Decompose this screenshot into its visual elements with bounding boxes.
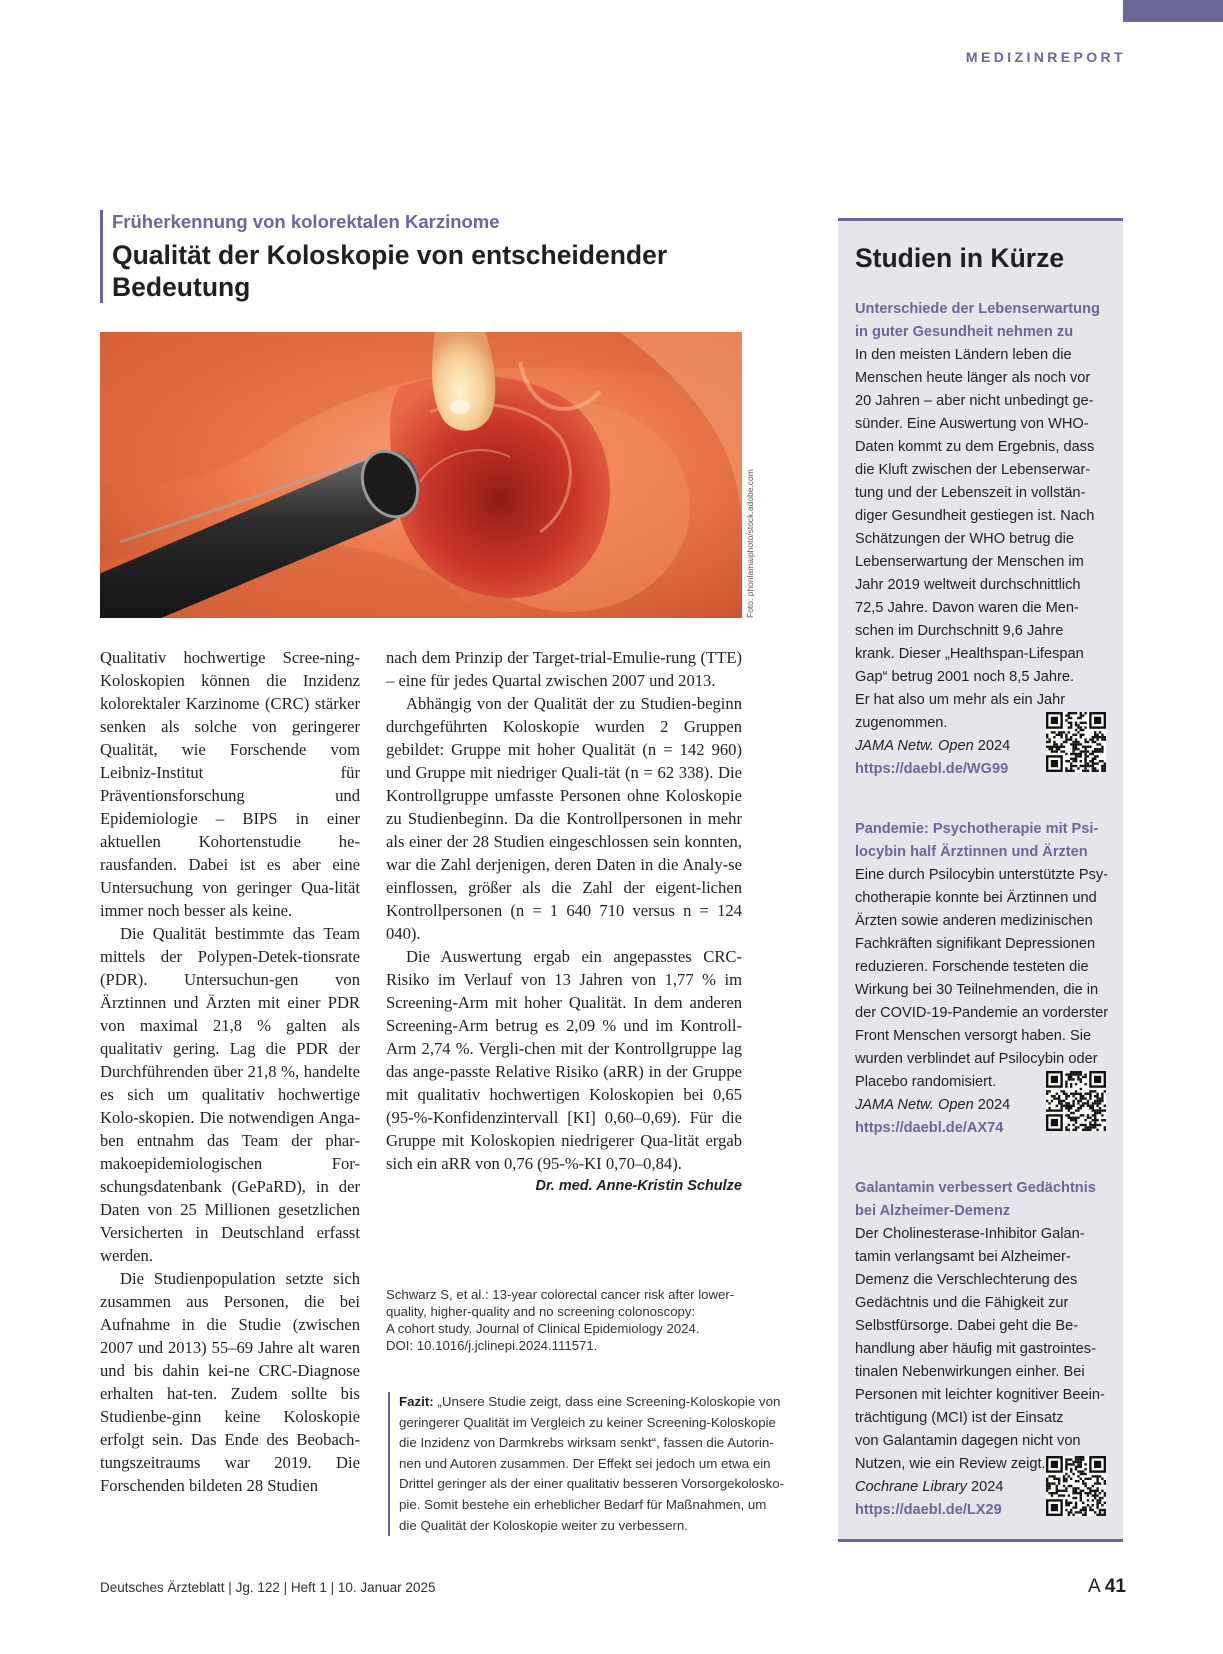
study-text-line: schen im Durchschnitt 9,6 Jahre [855,623,1064,639]
study-text-line: der COVID-19-Pandemie an vorderster [855,1005,1109,1021]
study-headline: Unterschiede der Lebenserwartung [855,301,1100,317]
article-paragraph: nach dem Prinzip der Target-trial-Emulie-rung (TTE) – eine für jedes Quartal zwischen 2007 und 2013. [386,648,742,690]
study-text-line: handlung aber häufig mit gastrointes- [855,1341,1096,1357]
article-paragraph: Abhängig von der Qualität der zu Studien-beginn durchgeführten Koloskopie wurden 2 Gruppen gebildet: Gruppe mit hoher Qualität (n = 142 960) und Gruppe mit niedriger Quali-tät (n = 62 338). Die Kontrollgruppe umfasste Personen ohne Koloskopie zu Studienbeginn. Da die Kontrollpersonen in mehr als einer der 28 Studien eingeschlossen sein konnten, war die Zahl derjenigen, deren Daten in die Analy-se einflossen, größer als die Zahl der eigent-lichen Kontrollpersonen (n = 1 640 710 versus n = 124 040). [386,694,742,943]
studies-sidebar [838,218,1123,1542]
study-text-line: Gedächtnis und die Fähigkeit zur [855,1295,1069,1311]
study-text-line: Wirkung bei 30 Teilnehmenden, die in [855,982,1099,998]
page-prefix: A [1087,1576,1105,1597]
study-headline: Galantamin verbessert Gedächtnis [855,1180,1096,1196]
study-headline: in guter Gesundheit nehmen zu [855,324,1074,340]
study-text-line: Schätzungen der WHO betrug die [855,531,1075,547]
study-text-line: tamin verlangsamt bei Alzheimer- [855,1249,1071,1265]
study-text-line: Ärzten sowie anderen medizinischen [855,913,1093,929]
page-number [1088,1576,1126,1598]
author-byline: Dr. med. Anne-Kristin Schulze [535,1178,742,1194]
study-text-line: Der Cholinesterase-Inhibitor Galan- [855,1226,1085,1242]
article-kicker: Früherkennung von kolorektalen Karzinome [112,211,500,232]
fazit-label: Fazit: [399,1394,434,1409]
study-text-line: wurden verblindet auf Psilocybin oder [855,1051,1098,1067]
article-title [112,239,732,303]
study-year: 2024 [973,1097,1011,1113]
study-journal: JAMA Netw. Open [855,738,974,754]
study-link[interactable]: https://daebl.de/LX29 [855,1502,1002,1518]
study-text-line: Eine durch Psilocybin unterstützte Psy- [855,867,1109,883]
article-paragraph: Qualitativ hochwertige Scree-ning-Koloskopien können die Inzidenz kolorektaler Karzinome (CRC) stärker senken als solche von geringerer Qualität, wie Forschende vom Leibniz-Institut für Präventionsforschung und Epidemiologie – BIPS in einer aktuellen Kohortenstudie he-rausfanden. Dabei ist es aber eine Untersuchung von geringer Qua-lität immer noch besser als keine. [100,648,360,920]
study-text-line: sünder. Eine Auswertung von WHO- [855,416,1089,432]
study-headline: Pandemie: Psychotherapie mit Psi- [855,821,1099,837]
reference-line: A cohort study. Journal of Clinical Epidemiology 2024. [386,1321,700,1336]
corner-tab [1123,0,1223,22]
reference-line: Schwarz S, et al.: 13-year colorectal cancer risk after lower- [386,1287,735,1302]
reference-line: quality, higher-quality and no screening colonoscopy: [386,1304,696,1319]
study-text-line: 20 Jahren – aber nicht unbedingt ge- [855,393,1094,409]
study-text-line: tinalen Nebenwirkungen einher. Bei [855,1364,1085,1380]
study-text-line: Demenz die Verschlechterung des [855,1272,1078,1288]
study-year: 2024 [973,738,1011,754]
study-text-line: reduzieren. Forschende testeten die [855,959,1089,975]
study-text-line: Placebo randomisiert. [855,1074,997,1090]
colonoscopy-photo [100,332,742,618]
study-text-line: Selbstfürsorge. Dabei geht die Be- [855,1318,1079,1334]
reference-line: DOI: 10.1016/j.jclinepi.2024.111571. [386,1338,598,1353]
study-text-line: tung und der Lebenszeit in vollstän- [855,485,1086,501]
qr-code-icon[interactable] [1046,1456,1106,1516]
study-text-line: Lebenserwartung der Menschen im [855,554,1084,570]
fazit-line: nen und Autoren zusammen. Der Effekt sei jedoch um etwa ein [399,1455,771,1471]
fazit-text: „Unsere Studie zeigt, dass eine Screening-Koloskopie von [433,1394,781,1409]
study-text-line: Fachkräften signifikant Depressionen [855,936,1096,952]
fazit-line: geringerer Qualität im Vergleich zu keiner Screening-Koloskopie [399,1414,776,1430]
study-text-line: zugenommen. [855,715,948,731]
study-text-line: diger Gesundheit gestiegen ist. Nach [855,508,1095,524]
study-text-line: Gap“ betrug 2001 noch 8,5 Jahre. [855,669,1075,685]
qr-code-icon[interactable] [1046,1071,1106,1131]
study-text-line: Jahr 2019 weltweit durchschnittlich [855,577,1081,593]
article-paragraph-text: Die Auswertung ergab ein angepasstes CRC-Risiko im Verlauf von 13 Jahren von 1,77 % im Screening-Arm mit hoher Qualität. In dem anderen Screening-Arm betrug es 2,09 % und im Kontroll-Arm 2,74 %. Vergli-chen mit der Kontrollgruppe lag das ange-passte Relative Risiko (aRR) in der Gruppe mit qualitativ hochwertigen Koloskopien bei 0,65 (95-%-Konfidenzintervall [KI] 0,60–0,69). Für die Gruppe mit Koloskopien niedrigerer Qua-lität ergab sich ein aRR von 0,76 (95-%-KI 0,70–0,84). [386,947,742,1173]
article-paragraph: Die Studienpopulation setzte sich zusammen aus Personen, die bei Aufnahme in die Studie (zwischen 2007 und 2013) 55–69 Jahre alt waren und bis dahin kei-ne CRC-Diagnose erhalten hat-ten. Zudem sollte bis Studienbe-ginn keine Koloskopie erfolgt sein. Das Ende des Beobach-tungszeitraums war 2019. Die Forschenden bildeten 28 Studien [100,1269,360,1495]
page-number-value: 41 [1104,1576,1126,1597]
qr-code-icon[interactable] [1046,712,1106,772]
study-text-line: krank. Dieser „Healthspan-Lifespan [855,646,1084,662]
article-column-2 [386,646,742,1198]
article-paragraph: Die Qualität bestimmte das Team mittels der Polypen-Detek-tionsrate (PDR). Untersuchun-gen von Ärztinnen und Ärzten mit einer PDR von maximal 21,8 % galten als qualitativ gering. Lag die PDR der Durchführenden über 21,8 %, handelte es sich um qualitativ hochwertige Kolo-skopien. Die notwendigen Anga-ben entnahm das Team der phar-makoepidemiologischen For-schungsdatenbank (GePaRD), in der Daten von 25 Millionen gesetzlichen Versicherten in Deutschland erfasst werden. [100,924,360,1265]
study-text-line: In den meisten Ländern leben die [855,347,1072,363]
article-title-line: Bedeutung [112,272,251,302]
article-paragraph [386,945,742,1194]
study-text-line: 72,5 Jahre. Davon waren die Men- [855,600,1079,616]
photo-credit-text: Foto: phonlamaiphoto/stock.adobe.com [745,469,755,618]
fazit-line: pie. Somit bestehe ein erheblicher Bedarf für Maßnahmen, um [399,1496,767,1512]
study-text-line: von Galantamin dagegen nicht von [855,1433,1081,1449]
fazit-line: die Qualität der Koloskopie weiter zu verbessern. [399,1517,688,1533]
study-text-line: trächtigung (MCI) ist der Einsatz [855,1410,1064,1426]
study-headline: locybin half Ärztinnen und Ärzten [855,844,1088,860]
study-text-line: chotherapie konnte bei Ärztinnen und [855,890,1097,906]
sidebar-title: Studien in Kürze [855,243,1065,273]
study-text-line: Nutzen, wie ein Review zeigt. [855,1456,1046,1472]
study-headline: bei Alzheimer-Demenz [855,1203,1011,1219]
fazit-line: die Inzidenz von Darmkrebs wirksam senkt“, fassen die Autorin- [399,1435,774,1451]
article-header [100,210,732,303]
study-text-line: Er hat also um mehr als ein Jahr [855,692,1066,708]
section-label: MEDIZINREPORT [965,49,1126,65]
study-text-line: Daten kommt zu dem Ergebnis, dass [855,439,1095,455]
study-text-line: Personen mit leichter kognitiver Beein- [855,1387,1105,1403]
fazit-line [399,1392,809,1413]
study-journal: JAMA Netw. Open [855,1097,974,1113]
study-link[interactable]: https://daebl.de/AX74 [855,1120,1004,1136]
article-column-1 [100,646,360,1497]
reference-block [386,1286,746,1354]
fazit-box [388,1392,809,1536]
study-year: 2024 [966,1479,1004,1495]
photo-credit [745,470,759,618]
study-link[interactable]: https://daebl.de/WG99 [855,761,1009,777]
article-title-line: Qualität der Koloskopie von entscheidender [112,240,668,270]
study-text-line: die Kluft zwischen der Lebenserwar- [855,462,1091,478]
study-text-line: Menschen heute länger als noch vor [855,370,1091,386]
fazit-line: Drittel geringer als der einer qualitativ besseren Vorsorgekolosko- [399,1476,785,1492]
study-text-line: Front Menschen versorgt haben. Sie [855,1028,1092,1044]
study-item [855,298,1117,781]
study-journal: Cochrane Library [855,1479,967,1495]
footer-citation: Deutsches Ärzteblatt | Jg. 122 | Heft 1 | 10. Januar 2025 [100,1580,436,1595]
colonoscopy-illustration [100,332,742,618]
